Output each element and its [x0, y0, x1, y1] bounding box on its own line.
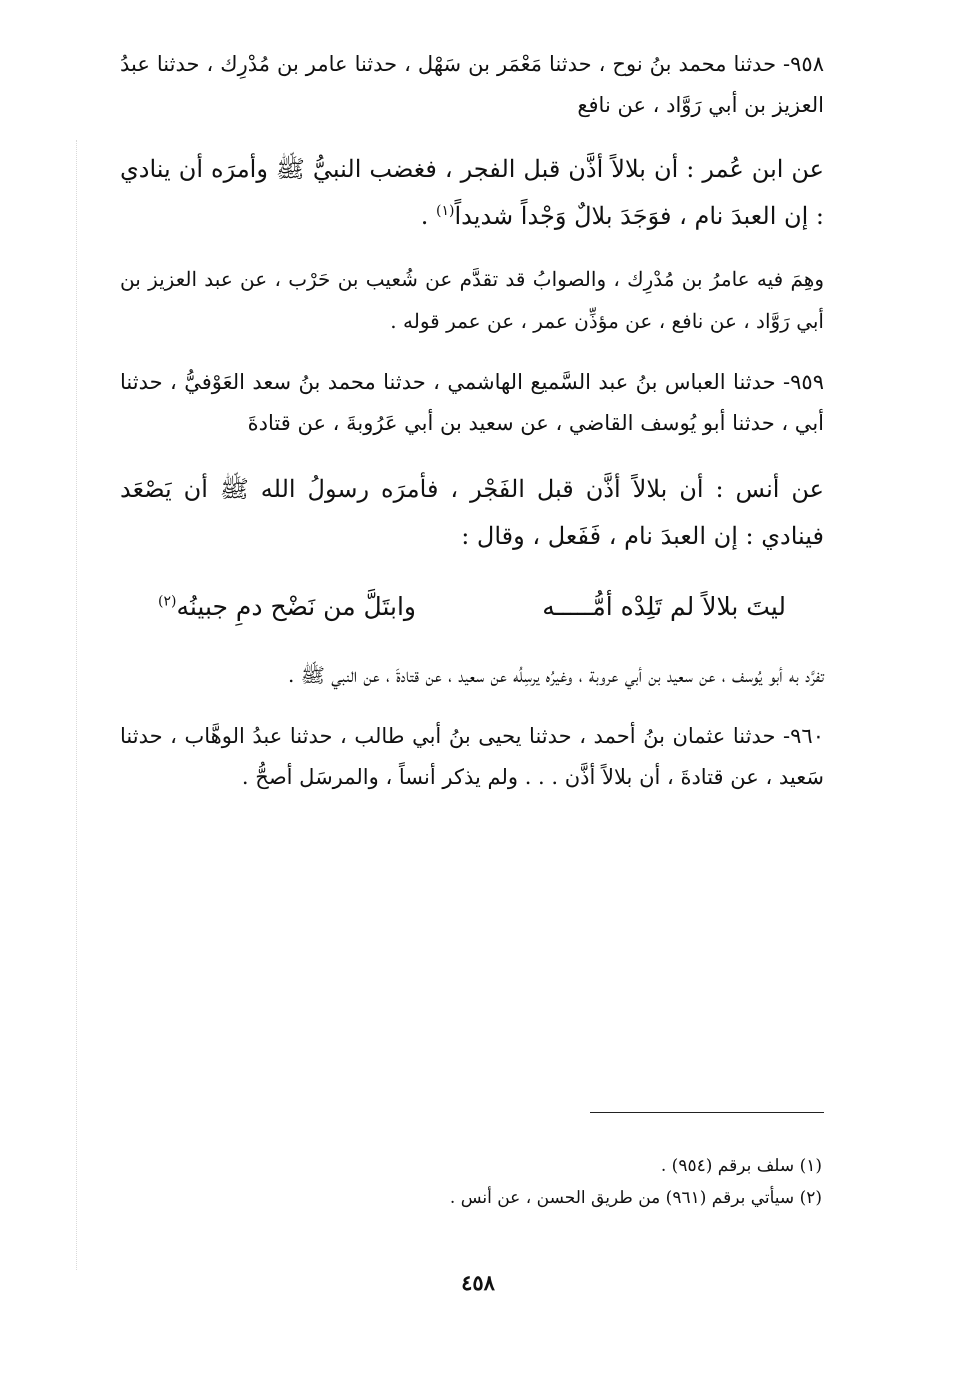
hadith-958-matn-text: عن ابن عُمر : أن بلالاً أذَّن قبل الفجر ، فغضب النبيُّ ﷺ وأمرَه أن ينادي : إن العبدَ نام ، فوَجَدَ بلالٌ وَجْداً شديداً: [120, 155, 824, 230]
hadith-959-isnad: ٩٥٩- حدثنا العباس بنُ عبد السَّميع الهاشمي ، حدثنا محمد بنُ سعد العَوْفيُّ ، حدثنا أبي ، حدثنا أبو يُوسف القاضي ، عن سعيد بن أبي عَرُوبةَ ، عن قتادةَ: [120, 370, 824, 435]
poem-second-hemistich-wrap: [158, 582, 416, 632]
hadith-959-matn: عن أنس : أن بلالاً أذَّن قبل الفَجْر ، فأمرَه رسولُ الله ﷺ أن يَصْعَد فينادي : إن العبدَ نام ، فَفَعل ، وقال :: [120, 475, 824, 550]
footnotes: [300, 1150, 822, 1214]
footnote-separator: [590, 1112, 824, 1113]
poem-first-hemistich: ليتَ بلالاً لم تَلِدْه أمُّـــــه: [542, 592, 786, 621]
page-number: ٤٥٨: [461, 1270, 495, 1295]
scan-gutter-line: [76, 140, 77, 1270]
poem-verse: [120, 582, 824, 632]
footnote-2: (٢) سيأتي برقم (٩٦١) من طريق الحسن ، عن أنس .: [449, 1188, 822, 1208]
footnote-marker-1[interactable]: (١): [436, 203, 455, 219]
hadith-960-isnad: ٩٦٠- حدثنا عثمان بنُ أحمد ، حدثنا يحيى بنُ أبي طالب ، حدثنا عبدُ الوهَّاب ، حدثنا سَعيد ، عن قتادةَ ، أن بلالاً أذَّن . . . ولم يذكر أنساً ، والمرسَل أصحُّ .: [120, 724, 824, 789]
hadith-958-matn: [120, 146, 824, 240]
poem-second-hemistich: وابتَلَّ من نَضْح دمِ جبينُه: [176, 592, 417, 621]
hadith-958-matn-tail: .: [420, 202, 437, 230]
hadith-958-commentary: وهِمَ فيه عامرُ بن مُدْرِك ، والصوابُ قد تقدَّم عن شُعيب بن حَرْب ، عن عبد العزيز بن أبي رَوَّاد ، عن نافع ، عن مؤذِّن عمر ، عن عمر قوله .: [120, 267, 824, 333]
hadith-958-isnad: ٩٥٨- حدثنا محمد بنُ نوح ، حدثنا مَعْمَر بن سَهْل ، حدثنا عامر بن مُدْرِك ، حدثنا عبدُ العزيز بن أبي رَوَّاد ، عن نافع: [120, 52, 824, 117]
footnote-1: (١) سلف برقم (٩٥٤) .: [660, 1156, 822, 1176]
page-body: [120, 44, 824, 798]
hadith-959-commentary: تفرَّد به أبو يُوسف ، عن سعيد بن أبي عروبة ، وغيرُه يرسِلُه عن سعيد ، عن قتادةَ ، عن النبي ﷺ .: [288, 663, 824, 687]
footnote-marker-2[interactable]: (٢): [158, 593, 177, 610]
